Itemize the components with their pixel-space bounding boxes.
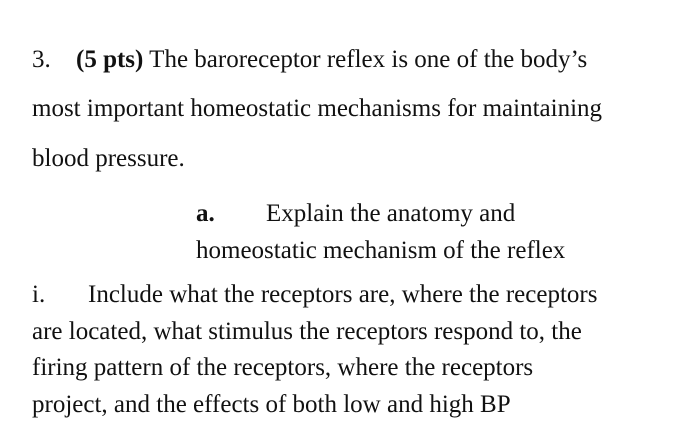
part-i-first-line xyxy=(32,280,597,310)
question-points: (5 pts) xyxy=(76,46,144,73)
question-number: 3. xyxy=(32,46,51,73)
question-text-line-1: The baroreceptor reflex is one of the body’s xyxy=(149,46,588,73)
part-i-label: i. xyxy=(32,281,46,308)
part-i-text-line-2: are located, what stimulus the receptors respond to, the xyxy=(32,318,582,345)
part-a-first-line xyxy=(196,199,515,229)
part-i-text-line-3: firing pattern of the receptors, where the receptors xyxy=(32,354,534,381)
question-text-line-2: most important homeostatic mechanisms for maintaining xyxy=(32,95,603,122)
part-i-text-line-4: project, and the effects of both low and high BP xyxy=(32,391,511,418)
part-a-text-line-1: Explain the anatomy and xyxy=(266,200,516,227)
part-a-label: a. xyxy=(196,200,215,227)
question-text-line-3: blood pressure. xyxy=(32,145,185,172)
part-a-text-line-2: homeostatic mechanism of the reflex xyxy=(196,237,566,264)
part-i-text-line-1: Include what the receptors are, where the receptors xyxy=(88,281,598,308)
question-first-line xyxy=(32,45,587,75)
